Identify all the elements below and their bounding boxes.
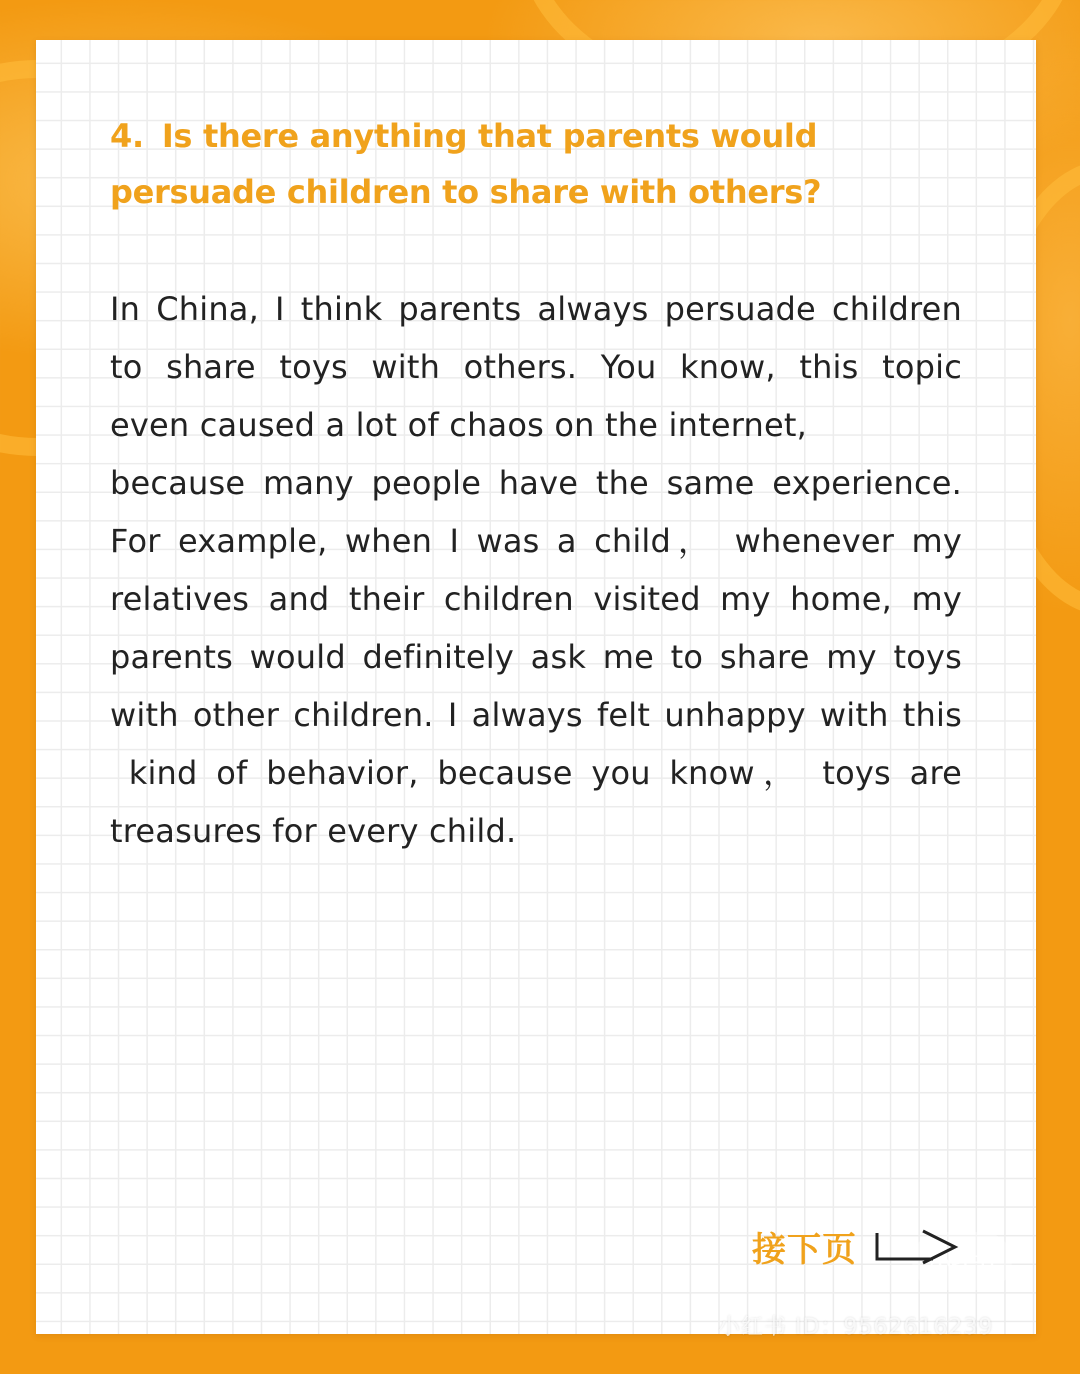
answer-line: kind of behavior, because you know， toys are xyxy=(110,754,962,792)
next-page-label: 接下页 xyxy=(752,1230,857,1270)
answer-paragraph xyxy=(110,280,962,860)
note-card xyxy=(36,40,1036,1334)
answer-line: even caused a lot of chaos on the internet, xyxy=(110,406,807,444)
answer-line: relatives and their children visited my home, my xyxy=(110,580,962,618)
question-number: 4. xyxy=(110,117,144,155)
next-page-button[interactable] xyxy=(752,1222,961,1271)
arrow-right-icon xyxy=(875,1225,961,1269)
question-heading xyxy=(110,108,970,220)
answer-line: because many people have the same experience. xyxy=(110,464,962,502)
answer-line: to share toys with others. You know, this topic xyxy=(110,348,962,386)
watermark-id: 小红书 ID：9562616239 xyxy=(718,1315,994,1340)
watermark-logo: 小红书 xyxy=(912,1232,1012,1290)
answer-line: parents would definitely ask me to share my toys xyxy=(110,638,962,676)
answer-line: with other children. I always felt unhappy with this xyxy=(110,696,962,734)
question-text: Is there anything that parents would persuade children to share with others? xyxy=(110,117,822,211)
answer-line: In China, I think parents always persuade children xyxy=(110,290,962,328)
answer-line: For example, when I was a child， whenever my xyxy=(110,522,962,560)
answer-line: treasures for every child. xyxy=(110,812,517,850)
